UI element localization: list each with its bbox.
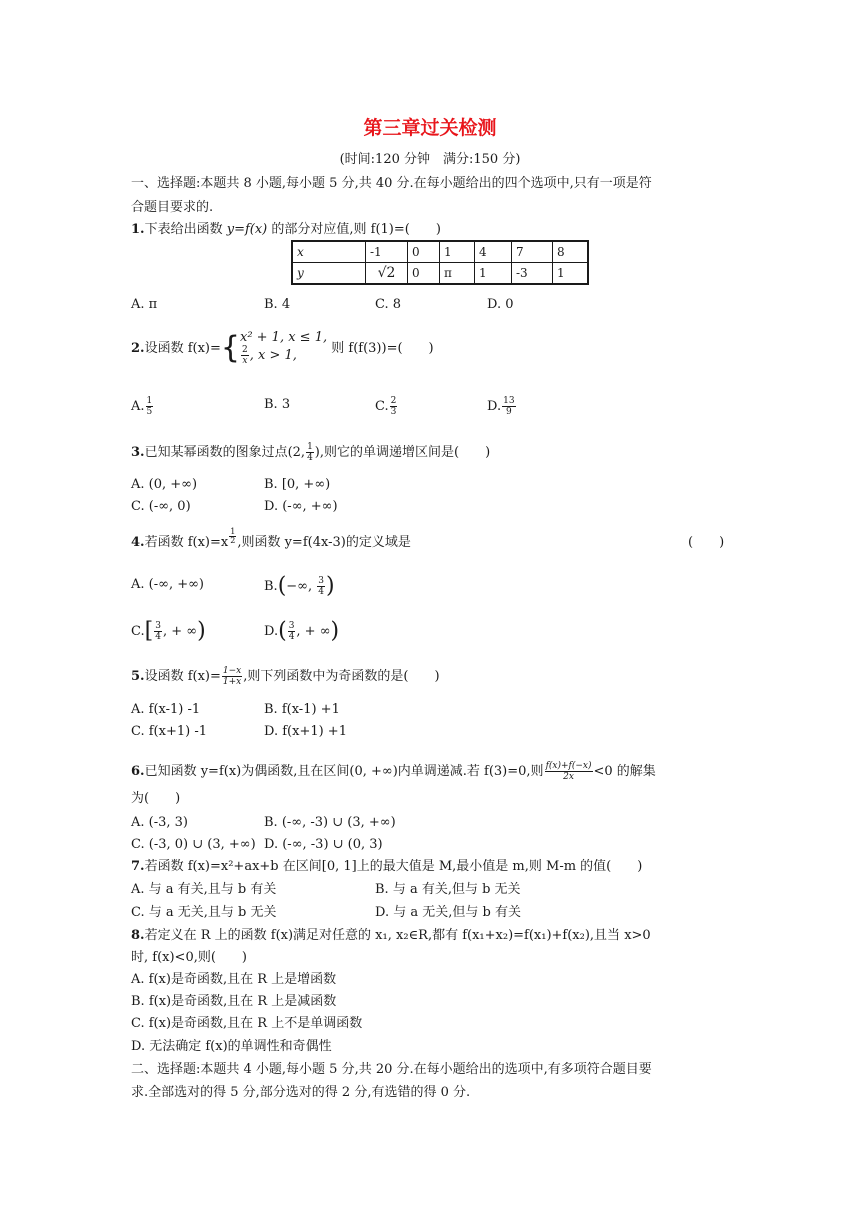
option-b: B. [0, +∞) (264, 477, 331, 492)
option-b: B. f(x-1) +1 (264, 702, 340, 717)
question-1-stem: 1.下表给出函数 y=f(x) 的部分对应值,则 f(1)=( ) (131, 222, 441, 237)
question-5-stem: 5.设函数 f(x)= $\frac{1-x}{1+x}$ ,则下列函数中为奇函数的是( ) (131, 666, 440, 687)
answer-paren: ( ) (688, 535, 725, 550)
table-cell: -3 (512, 263, 553, 285)
question-7-stem: 7.若函数 f(x)=x²+ax+b 在区间[0, 1]上的最大值是 M,最小值是 m,则 M-m 的值( ) (131, 859, 643, 874)
question-8-stem: 8.若定义在 R 上的函数 f(x)满足对任意的 x₁, x₂∈R,都有 f(x₁+x₂)=f(x₁)+f(x₂),且当 x>0 (131, 928, 651, 943)
option-a: A. f(x)是奇函数,且在 R 上是增函数 (131, 972, 337, 987)
question-number: 1. (131, 222, 145, 237)
option-d: D. $\frac{13}{9}$ (487, 396, 515, 417)
section2-instructions-line1: 二、选择题:本题共 4 小题,每小题 5 分,共 20 分.在每小题给出的选项中,有多项符合题目要 (131, 1062, 652, 1077)
option-d: D. f(x+1) +1 (264, 724, 347, 739)
section2-instructions-line2: 求.全部选对的得 5 分,部分选对的得 2 分,有选错的得 0 分. (131, 1085, 471, 1100)
option-c: C. 与 a 无关,且与 b 无关 (131, 905, 277, 920)
table-cell: √2 (366, 263, 408, 285)
table-cell: 8 (553, 241, 589, 263)
table-row-x (292, 241, 588, 263)
option-b: B. (-∞, -3) ∪ (3, +∞) (264, 815, 396, 830)
exam-time-info: (时间:120 分钟 满分:150 分) (339, 152, 521, 167)
table-row-y (292, 263, 588, 285)
option-c: C. (-∞, 0) (131, 499, 191, 514)
question-8-stem-cont: 时, f(x)<0,则( ) (131, 950, 247, 965)
table-cell: 0 (408, 241, 440, 263)
table-cell: 7 (512, 241, 553, 263)
table-cell: 1 (440, 241, 475, 263)
table-cell: 4 (475, 241, 512, 263)
option-c: C. f(x+1) -1 (131, 724, 207, 739)
table-cell: π (440, 263, 475, 285)
table-cell: x (292, 241, 366, 263)
table-cell: 1 (553, 263, 589, 285)
option-b: B. 4 (264, 297, 291, 312)
option-d: D. 与 a 无关,但与 b 有关 (375, 905, 521, 920)
option-c: C. (-3, 0) ∪ (3, +∞) (131, 837, 256, 852)
question-4-stem: 4.若函数 f(x)=x $\frac{1}{2}$ ,则函数 y=f(4x-3)的定义域是 (131, 527, 411, 550)
table-cell: y (292, 263, 366, 285)
option-a: A. 与 a 有关,且与 b 有关 (131, 882, 277, 897)
option-a: A. (-∞, +∞) (131, 577, 205, 592)
option-a: A. π (131, 297, 158, 312)
option-d: D. 0 (487, 297, 514, 312)
question-2-stem: 2.设函数 f(x)={ x² + 1, x ≤ 1, $\frac{2}{x}$ , x > 1, 则 f(f(3))=( ) (131, 330, 434, 366)
option-d: D. (-∞, -3) ∪ (0, 3) (264, 837, 383, 852)
table-cell: 0 (408, 263, 440, 285)
option-b: B. 3 (264, 397, 291, 412)
option-a: A. $\frac{1}{5}$ (131, 396, 153, 417)
option-d: D.( $\frac{3}{4}$ , + ∞) (264, 618, 340, 644)
brace: { (220, 330, 240, 366)
question-6-stem-cont: 为( ) (131, 791, 181, 806)
option-c: C. $\frac{2}{3}$ (375, 396, 397, 417)
option-d: D. (-∞, +∞) (264, 499, 338, 514)
question-6-stem: 6.已知函数 y=f(x)为偶函数,且在区间(0, +∞)内单调递减.若 f(3)=0,则 $\frac{f(x)+f(-x)}{2x}$ <0 的解集 (131, 761, 656, 782)
option-d: D. 无法确定 f(x)的单调性和奇偶性 (131, 1039, 332, 1054)
option-c: C. 8 (375, 297, 402, 312)
option-b: B.(−∞, $\frac{3}{4}$ ) (264, 573, 335, 599)
option-c: C. f(x)是奇函数,且在 R 上不是单调函数 (131, 1016, 363, 1031)
option-c: C.[ $\frac{3}{4}$ , + ∞) (131, 618, 206, 644)
option-a: A. f(x-1) -1 (131, 702, 201, 717)
piecewise-cases: x² + 1, x ≤ 1, $\frac{2}{x}$ , x > 1, (239, 330, 328, 366)
section1-instructions-line1: 一、选择题:本题共 8 小题,每小题 5 分,共 40 分.在每小题给出的四个选项中,只有一项是符 (131, 176, 652, 191)
option-b: B. f(x)是奇函数,且在 R 上是减函数 (131, 994, 337, 1009)
table-cell: -1 (366, 241, 408, 263)
table-cell: 1 (475, 263, 512, 285)
section1-instructions-line2: 合题目要求的. (131, 200, 214, 215)
question-3-stem: 3.已知某幂函数的图象过点(2, $\frac{1}{4}$ ),则它的单调递增区间是( ) (131, 442, 491, 463)
option-a: A. (0, +∞) (131, 477, 198, 492)
page-title: 第三章过关检测 (363, 117, 497, 139)
option-a: A. (-3, 3) (131, 815, 188, 830)
option-b: B. 与 a 有关,但与 b 无关 (375, 882, 521, 897)
value-table (291, 240, 589, 285)
